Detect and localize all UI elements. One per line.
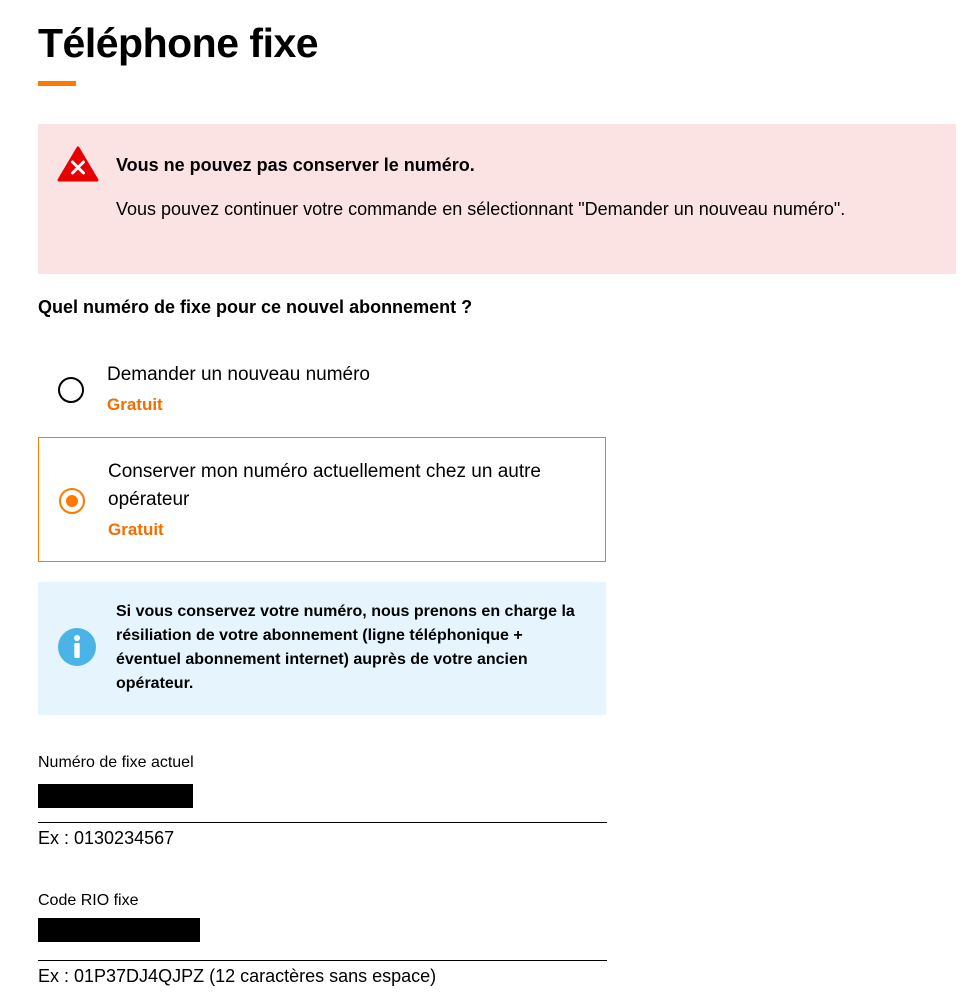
current-number-label: Numéro de fixe actuel (38, 754, 194, 771)
error-title: Vous ne pouvez pas conserver le numéro. (116, 155, 475, 175)
rio-code-field (38, 891, 607, 987)
error-banner (38, 124, 956, 274)
warning-triangle-x-icon (57, 146, 99, 182)
info-text: Si vous conservez votre numéro, nous prenons en charge la résiliation de votre abonnement (ligne téléphonique + éventuel abonnement internet) auprès de votre ancien opérateur. (116, 603, 575, 692)
page-title: Téléphone fixe (38, 20, 319, 66)
redacted-value (38, 918, 200, 942)
redacted-value (38, 784, 193, 808)
title-accent-bar (38, 81, 76, 86)
option-new-number-label: Demander un nouveau numéro (107, 364, 371, 385)
rio-code-input[interactable] (38, 911, 607, 961)
rio-code-label: Code RIO fixe (38, 892, 139, 909)
current-number-hint: Ex : 0130234567 (38, 828, 175, 848)
current-number-field (38, 753, 607, 849)
number-question-heading: Quel numéro de fixe pour ce nouvel abonnement ? (38, 297, 473, 317)
info-box (38, 582, 606, 715)
option-keep-number-label: Conserver mon numéro actuellement chez un autre opérateur (108, 461, 542, 510)
info-icon (57, 627, 97, 667)
radio-button-new-number[interactable] (58, 377, 84, 403)
option-keep-number-price: Gratuit (108, 520, 164, 539)
radio-selected-dot (66, 495, 78, 507)
option-new-number[interactable] (38, 352, 606, 430)
radio-button-keep-number[interactable] (59, 488, 85, 514)
rio-code-hint: Ex : 01P37DJ4QJPZ (12 caractères sans espace) (38, 966, 437, 986)
current-number-input[interactable] (38, 773, 607, 823)
error-message: Vous pouvez continuer votre commande en sélectionnant "Demander un nouveau numéro". (116, 199, 846, 219)
option-new-number-price: Gratuit (107, 395, 163, 414)
option-keep-number[interactable] (38, 437, 606, 562)
